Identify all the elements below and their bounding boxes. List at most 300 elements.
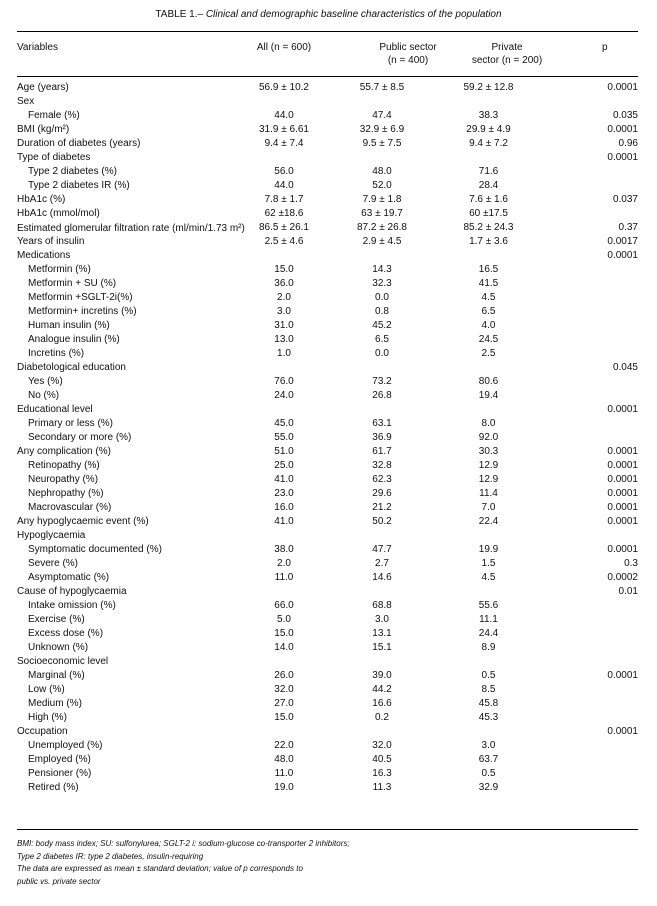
- row-label: Retinopathy (%): [28, 460, 100, 471]
- table-row: [17, 726, 638, 740]
- row-label: Severe (%): [28, 558, 79, 569]
- cell-private: 30.3: [478, 446, 499, 457]
- cell-all: 7.8 ± 1.7: [264, 194, 304, 205]
- table-row: [17, 488, 638, 502]
- cell-all: 3.0: [277, 306, 291, 317]
- cell-p-value: 0.0001: [607, 502, 638, 513]
- cell-private: [441, 656, 536, 670]
- cell-p-value: [536, 334, 638, 348]
- cell-private: 11.4: [479, 488, 498, 499]
- cell-private: 16.5: [478, 264, 499, 275]
- cell-public: 52.0: [372, 180, 392, 191]
- cell-p-value: [536, 782, 638, 796]
- row-label: Years of insulin: [17, 236, 85, 247]
- cell-private: 0.5: [481, 670, 496, 681]
- cell-p-value: 0.0001: [607, 152, 638, 163]
- cell-p-value: [536, 390, 638, 404]
- cell-private: [441, 726, 536, 740]
- row-label: Intake omission (%): [28, 600, 116, 611]
- cell-private: 8.5: [481, 684, 496, 695]
- table-row: [17, 166, 638, 180]
- cell-p-value: [536, 600, 638, 614]
- table-row: [17, 670, 638, 684]
- cell-public: 61.7: [372, 446, 392, 457]
- cell-all: 45.0: [274, 418, 294, 429]
- cell-public: 13.1: [372, 628, 392, 639]
- cell-all: 24.0: [274, 390, 294, 401]
- cell-public: [323, 530, 441, 544]
- cell-p-value: 0.0001: [607, 488, 638, 499]
- cell-public: 16.3: [372, 768, 392, 779]
- row-label: Type 2 diabetes IR (%): [28, 180, 130, 191]
- cell-all: 9.4 ± 7.4: [264, 138, 304, 149]
- cell-private: 7.0: [481, 502, 496, 513]
- cell-private: 92.0: [478, 432, 499, 443]
- cell-all: 19.0: [274, 782, 294, 793]
- cell-public: 0.0: [375, 348, 389, 359]
- cell-all: 41.0: [274, 474, 294, 485]
- cell-all: 27.0: [274, 698, 294, 709]
- cell-all: [245, 586, 323, 600]
- cell-all: [245, 530, 323, 544]
- cell-p-value: 0.037: [612, 194, 638, 205]
- row-label: Incretins (%): [28, 348, 85, 359]
- table-row: [17, 558, 638, 572]
- table-row: [17, 110, 638, 124]
- table-row: [17, 656, 638, 670]
- baseline-characteristics-table: [17, 82, 638, 796]
- cell-all: [245, 362, 323, 376]
- cell-all: 14.0: [274, 642, 294, 653]
- row-label: HbA1c (%): [17, 194, 66, 205]
- footnote-line: Type 2 diabetes IR: type 2 diabetes, insulin-requiring: [17, 851, 204, 861]
- row-label: Diabetological education: [17, 362, 126, 373]
- table-label: TABLE 1.–: [155, 9, 204, 20]
- cell-p-value: [536, 278, 638, 292]
- cell-all: 2.5 ± 4.6: [264, 236, 304, 247]
- cell-all: 51.0: [274, 446, 294, 457]
- cell-all: 66.0: [274, 600, 294, 611]
- cell-p-value: 0.0002: [607, 572, 638, 583]
- cell-private: 38.3: [478, 110, 499, 121]
- cell-all: 22.0: [274, 740, 294, 751]
- row-label: Secondary or more (%): [28, 432, 132, 443]
- table-row: [17, 320, 638, 334]
- cell-p-value: 0.0001: [607, 124, 638, 135]
- cell-p-value: 0.045: [612, 362, 638, 373]
- cell-public: 14.6: [372, 572, 392, 583]
- table-row: [17, 404, 638, 418]
- header-p: p: [602, 42, 608, 53]
- table-row: [17, 362, 638, 376]
- cell-private: [441, 96, 536, 110]
- cell-public: 2.7: [375, 558, 389, 569]
- cell-public: 21.2: [372, 502, 392, 513]
- row-label: Cause of hypoglycaemia: [17, 586, 127, 597]
- cell-p-value: 0.3: [624, 558, 638, 569]
- cell-private: 7.6 ± 1.6: [469, 194, 508, 205]
- row-label: Estimated glomerular filtration rate (ml/min/1.73 m²): [17, 223, 245, 234]
- cell-private: 45.8: [478, 698, 499, 709]
- row-label: Any complication (%): [17, 446, 111, 457]
- cell-private: 45.3: [478, 712, 499, 723]
- table-title: Clinical and demographic baseline characteristics of the population: [205, 9, 502, 20]
- cell-p-value: 0.0001: [607, 446, 638, 457]
- header-all: All (n = 600): [256, 42, 312, 53]
- footnotes: [17, 838, 638, 888]
- header-private-line2: sector (n = 200): [471, 55, 543, 66]
- row-label: Hypoglycaemia: [17, 530, 86, 541]
- cell-public: 45.2: [372, 320, 392, 331]
- cell-public: [323, 96, 441, 110]
- cell-private: 1.5: [481, 558, 496, 569]
- cell-private: 3.0: [481, 740, 496, 751]
- cell-all: 2.0: [277, 558, 291, 569]
- cell-all: [245, 656, 323, 670]
- header-public-line1: Public sector: [379, 42, 437, 53]
- cell-public: [323, 250, 441, 264]
- cell-private: [441, 152, 536, 166]
- cell-all: 13.0: [274, 334, 294, 345]
- cell-public: 62.3: [372, 474, 392, 485]
- row-label: Medium (%): [28, 698, 82, 709]
- table-row: [17, 432, 638, 446]
- table-row: [17, 376, 638, 390]
- cell-all: 25.0: [274, 460, 294, 471]
- cell-p-value: 0.0001: [607, 544, 638, 555]
- cell-public: 47.4: [372, 110, 392, 121]
- cell-p-value: [536, 740, 638, 754]
- cell-public: 32.3: [372, 278, 392, 289]
- cell-all: 36.0: [274, 278, 294, 289]
- cell-all: 38.0: [274, 544, 294, 555]
- table-row: [17, 292, 638, 306]
- row-label: Type of diabetes: [17, 152, 91, 163]
- cell-all: 56.9 ± 10.2: [259, 82, 309, 93]
- cell-private: [441, 362, 536, 376]
- row-label: Excess dose (%): [28, 628, 104, 639]
- table-row: [17, 334, 638, 348]
- table-row: [17, 712, 638, 726]
- cell-public: 2.9 ± 4.5: [362, 236, 402, 247]
- header-rule: [17, 76, 638, 77]
- row-label: Occupation: [17, 726, 68, 737]
- row-label: Unemployed (%): [28, 740, 103, 751]
- table-row: [17, 124, 638, 138]
- cell-private: 22.4: [478, 516, 499, 527]
- row-label: Retired (%): [28, 782, 79, 793]
- cell-p-value: 0.0001: [607, 516, 638, 527]
- table-row: [17, 180, 638, 194]
- cell-public: 50.2: [372, 516, 392, 527]
- cell-all: 31.9 ± 6.61: [259, 124, 309, 135]
- cell-all: 15.0: [274, 628, 294, 639]
- table-row: [17, 390, 638, 404]
- cell-public: 29.6: [372, 488, 392, 499]
- cell-p-value: 0.0001: [607, 726, 638, 737]
- table-row: [17, 250, 638, 264]
- cell-all: [245, 96, 323, 110]
- cell-p-value: 0.035: [612, 110, 638, 121]
- cell-p-value: [536, 348, 638, 362]
- cell-all: 2.0: [277, 292, 291, 303]
- cell-p-value: 0.0001: [607, 474, 638, 485]
- footnote-line: The data are expressed as mean ± standard deviation; value of p corresponds to: [17, 864, 303, 873]
- cell-public: 87.2 ± 26.8: [357, 222, 407, 233]
- cell-p-value: [536, 628, 638, 642]
- cell-private: 2.5: [481, 348, 496, 359]
- cell-p-value: 0.0001: [607, 460, 638, 471]
- cell-public: 9.5 ± 7.5: [362, 138, 402, 149]
- cell-all: 76.0: [274, 376, 294, 387]
- cell-p-value: 0.0001: [607, 670, 638, 681]
- table-row: [17, 264, 638, 278]
- cell-all: [245, 404, 323, 418]
- cell-all: [245, 152, 323, 166]
- cell-p-value: [536, 642, 638, 656]
- table-row: [17, 768, 638, 782]
- row-label: Pensioner (%): [28, 768, 92, 779]
- cell-p-value: 0.01: [618, 586, 638, 597]
- row-label: Macrovascular (%): [28, 502, 112, 513]
- table-row: [17, 628, 638, 642]
- row-label: Type 2 diabetes (%): [28, 166, 117, 177]
- cell-private: 4.5: [481, 572, 496, 583]
- cell-all: 1.0: [277, 348, 291, 359]
- row-label: Duration of diabetes (years): [17, 138, 141, 149]
- cell-private: 0.5: [481, 768, 496, 779]
- cell-private: 12.9: [478, 474, 499, 485]
- cell-public: [323, 404, 441, 418]
- row-label: Metformin +SGLT-2i(%): [28, 292, 133, 303]
- table-row: [17, 544, 638, 558]
- header-public: [363, 41, 453, 67]
- row-label: Analogue insulin (%): [28, 334, 120, 345]
- cell-public: 7.9 ± 1.8: [362, 194, 402, 205]
- cell-private: 6.5: [481, 306, 496, 317]
- row-label: BMI (kg/m²): [17, 124, 70, 135]
- cell-p-value: [536, 754, 638, 768]
- row-label: Age (years): [17, 82, 69, 93]
- cell-public: 32.8: [372, 460, 392, 471]
- table-row: [17, 236, 638, 250]
- cell-p-value: [536, 208, 638, 222]
- cell-public: 48.0: [372, 166, 392, 177]
- cell-private: [441, 250, 536, 264]
- row-label: HbA1c (mmol/mol): [17, 208, 100, 219]
- cell-public: [323, 362, 441, 376]
- row-label: Medications: [17, 250, 71, 261]
- cell-public: [323, 586, 441, 600]
- cell-p-value: 0.0001: [607, 404, 638, 415]
- table-row: [17, 138, 638, 152]
- cell-public: 26.8: [372, 390, 392, 401]
- row-label: High (%): [28, 712, 67, 723]
- cell-public: [323, 726, 441, 740]
- row-label: Metformin + SU (%): [28, 278, 117, 289]
- row-label: Sex: [17, 96, 35, 107]
- table-row: [17, 642, 638, 656]
- row-label: Any hypoglycaemic event (%): [17, 516, 149, 527]
- cell-p-value: [536, 376, 638, 390]
- table-row: [17, 572, 638, 586]
- row-label: Symptomatic documented (%): [28, 544, 162, 555]
- row-label: No (%): [28, 390, 60, 401]
- cell-p-value: [536, 530, 638, 544]
- row-label: Marginal (%): [28, 670, 85, 681]
- row-label: Employed (%): [28, 754, 91, 765]
- cell-private: [441, 404, 536, 418]
- row-label: Socioeconomic level: [17, 656, 109, 667]
- table-row: [17, 740, 638, 754]
- cell-public: 47.7: [372, 544, 392, 555]
- cell-public: 63.1: [372, 418, 392, 429]
- cell-p-value: [536, 614, 638, 628]
- row-label: Female (%): [28, 110, 80, 121]
- cell-public: 0.2: [375, 712, 389, 723]
- cell-p-value: 0.0001: [607, 82, 638, 93]
- cell-private: 4.5: [481, 292, 496, 303]
- cell-private: 8.9: [481, 642, 496, 653]
- cell-all: 44.0: [274, 110, 294, 121]
- row-label: Low (%): [28, 684, 65, 695]
- cell-p-value: 0.96: [618, 138, 638, 149]
- cell-all: 15.0: [274, 712, 294, 723]
- cell-p-value: 0.0001: [607, 250, 638, 261]
- cell-public: 36.9: [372, 432, 392, 443]
- row-label: Yes (%): [28, 376, 63, 387]
- cell-public: 0.0: [375, 292, 389, 303]
- header-variables: Variables: [17, 42, 58, 53]
- table-row: [17, 208, 638, 222]
- cell-p-value: [536, 264, 638, 278]
- table-row: [17, 194, 638, 208]
- cell-all: 11.0: [274, 768, 294, 779]
- cell-private: 55.6: [478, 600, 499, 611]
- cell-all: 31.0: [274, 320, 294, 331]
- cell-all: 56.0: [274, 166, 294, 177]
- cell-private: 19.9: [478, 544, 499, 555]
- cell-private: 19.4: [478, 390, 499, 401]
- cell-p-value: [536, 306, 638, 320]
- bottom-rule: [17, 829, 638, 830]
- row-label: Unknown (%): [28, 642, 89, 653]
- cell-public: 6.5: [375, 334, 389, 345]
- row-label: Educational level: [17, 404, 93, 415]
- table-row: [17, 614, 638, 628]
- cell-private: 28.4: [478, 180, 499, 191]
- cell-all: 41.0: [274, 516, 294, 527]
- cell-public: [323, 656, 441, 670]
- cell-private: 4.0: [481, 320, 496, 331]
- cell-all: 48.0: [274, 754, 294, 765]
- cell-p-value: [536, 432, 638, 446]
- cell-p-value: [536, 712, 638, 726]
- cell-all: 15.0: [274, 264, 294, 275]
- cell-private: 85.2 ± 24.3: [463, 222, 514, 233]
- cell-public: 11.3: [372, 782, 392, 793]
- cell-all: 62 ±18.6: [264, 208, 304, 219]
- cell-all: 86.5 ± 26.1: [259, 222, 309, 233]
- table-row: [17, 306, 638, 320]
- cell-private: 41.5: [478, 278, 499, 289]
- table-row: [17, 516, 638, 530]
- table-row: [17, 530, 638, 544]
- cell-all: [245, 726, 323, 740]
- table-row: [17, 222, 638, 236]
- footnote-line: public vs. private sector: [17, 876, 101, 886]
- table-row: [17, 446, 638, 460]
- cell-public: 44.2: [372, 684, 392, 695]
- cell-private: [441, 586, 536, 600]
- cell-private: 60 ±17.5: [469, 208, 508, 219]
- cell-private: 71.6: [478, 166, 499, 177]
- cell-private: 24.4: [478, 628, 499, 639]
- table-row: [17, 782, 638, 796]
- cell-public: 68.8: [372, 600, 392, 611]
- row-label: Nephropathy (%): [28, 488, 104, 499]
- cell-p-value: [536, 418, 638, 432]
- table-caption: [0, 9, 657, 20]
- cell-p-value: [536, 180, 638, 194]
- row-label: Primary or less (%): [28, 418, 114, 429]
- cell-private: 63.7: [478, 754, 499, 765]
- row-label: Exercise (%): [28, 614, 85, 625]
- cell-public: 40.5: [372, 754, 392, 765]
- cell-private: 12.9: [478, 460, 499, 471]
- header-public-line2: (n = 400): [387, 55, 429, 66]
- row-label: Asymptomatic (%): [28, 572, 110, 583]
- table-row: [17, 82, 638, 96]
- cell-private: 1.7 ± 3.6: [469, 236, 508, 247]
- table-row: [17, 96, 638, 110]
- row-label: Metformin+ incretins (%): [28, 306, 137, 317]
- table-row: [17, 586, 638, 600]
- table-row: [17, 418, 638, 432]
- cell-public: 15.1: [372, 642, 392, 653]
- header-private: [458, 41, 556, 67]
- table-row: [17, 698, 638, 712]
- table-row: [17, 152, 638, 166]
- cell-p-value: [536, 768, 638, 782]
- row-label: Metformin (%): [28, 264, 91, 275]
- cell-public: 73.2: [372, 376, 392, 387]
- cell-private: 24.5: [478, 334, 499, 345]
- cell-private: 9.4 ± 7.2: [469, 138, 508, 149]
- cell-p-value: 0.37: [618, 222, 638, 233]
- cell-p-value: [536, 684, 638, 698]
- cell-private: 8.0: [481, 418, 496, 429]
- cell-p-value: [536, 656, 638, 670]
- cell-p-value: 0.0017: [607, 236, 638, 247]
- cell-public: 39.0: [372, 670, 392, 681]
- table-row: [17, 460, 638, 474]
- cell-public: 14.3: [372, 264, 392, 275]
- cell-private: 32.9: [478, 782, 499, 793]
- cell-public: 32.0: [372, 740, 392, 751]
- cell-public: [323, 152, 441, 166]
- cell-public: 63 ± 19.7: [361, 208, 403, 219]
- table-row: [17, 502, 638, 516]
- table-row: [17, 600, 638, 614]
- cell-p-value: [536, 320, 638, 334]
- top-rule: [17, 31, 638, 32]
- cell-private: 11.1: [479, 614, 498, 625]
- cell-all: 11.0: [274, 572, 294, 583]
- table-row: [17, 754, 638, 768]
- cell-private: 29.9 ± 4.9: [466, 124, 511, 135]
- cell-public: 55.7 ± 8.5: [359, 82, 405, 93]
